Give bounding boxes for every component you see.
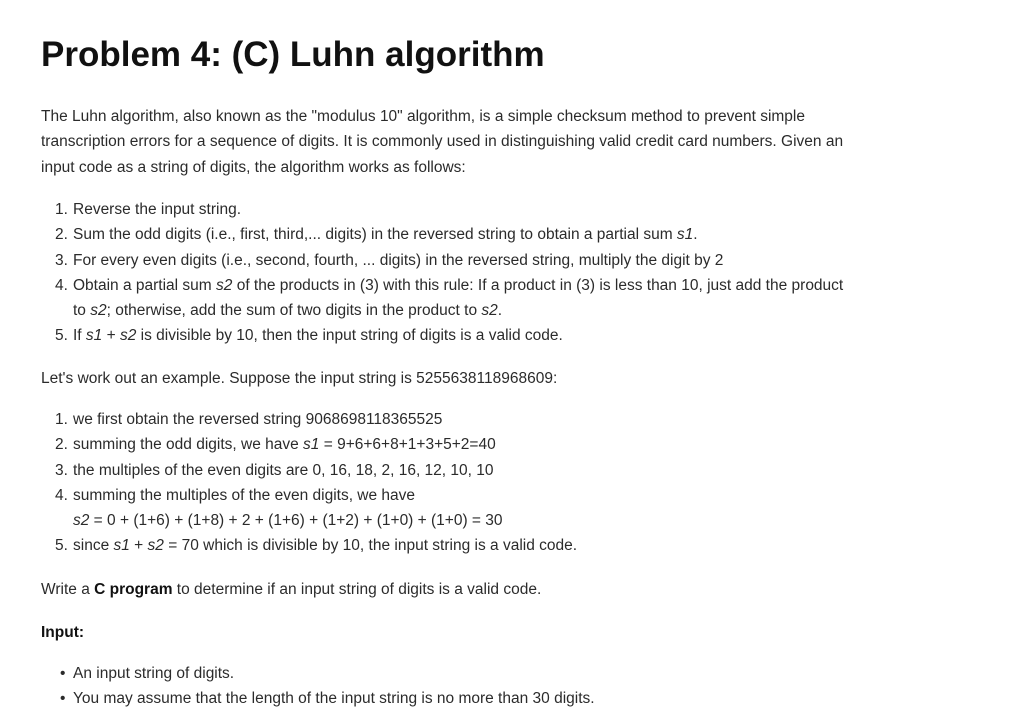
list-item — [41, 273, 921, 324]
example-steps-list — [41, 407, 921, 559]
variable: s2 — [147, 537, 164, 555]
step-text: to — [73, 302, 91, 320]
variable: s2 — [73, 512, 90, 530]
list-item — [41, 197, 921, 222]
variable: s2 — [216, 276, 233, 294]
list-item — [41, 483, 921, 534]
step-text: Obtain a partial sum — [73, 276, 217, 294]
bullet-text: An input string of digits. — [73, 665, 235, 682]
intro-line-3: input code as a string of digits, the algorithm works as follows: — [41, 158, 466, 176]
list-item — [41, 432, 921, 457]
step-text: = 9+6+6+8+1+3+5+2=40 — [319, 436, 496, 454]
input-bullets-list — [41, 661, 921, 712]
step-text: = 0 + (1+6) + (1+8) + 2 + (1+6) + (1+2) + (1+0) + (1+0) = 30 — [89, 512, 503, 530]
step-text: . — [497, 302, 503, 320]
step-text: If — [73, 327, 86, 345]
variable: s2 — [481, 302, 498, 320]
step-text: + — [102, 327, 120, 345]
intro-paragraph — [41, 104, 921, 180]
input-heading: Input: — [41, 624, 85, 641]
list-number: 4. — [55, 486, 68, 504]
list-item — [41, 661, 921, 686]
task-statement — [41, 577, 921, 602]
variable: s1 — [303, 436, 320, 454]
list-item — [41, 222, 921, 247]
step-text: For every even digits (i.e., second, fourth, ... digits) in the reversed string, multiply the digit by 2 — [73, 251, 724, 269]
variable: s1 — [113, 537, 130, 555]
list-item — [41, 248, 921, 273]
step-text: summing the odd digits, we have — [73, 436, 304, 454]
step-text: we first obtain the reversed string 9068698118365525 — [73, 411, 443, 428]
list-item — [41, 407, 921, 432]
step-text: ; otherwise, add the sum of two digits in the product to — [106, 302, 482, 320]
step-text: Reverse the input string. — [73, 201, 242, 218]
list-number: 2. — [55, 436, 68, 454]
list-item — [41, 533, 921, 558]
variable: s1 — [676, 226, 694, 244]
step-text: the multiples of the even digits are 0, 16, 18, 2, 16, 12, 10, 10 — [73, 461, 494, 479]
list-number: 5. — [55, 537, 68, 555]
step-text: is divisible by 10, then the input string of digits is a valid code. — [136, 327, 563, 345]
bullet-icon: • — [60, 690, 66, 708]
task-text: Write a — [41, 581, 95, 598]
list-number: 1. — [55, 411, 68, 428]
algorithm-steps-list — [41, 197, 921, 349]
step-text: of the products in (3) with this rule: If a product in (3) is less than 10, just add the product — [232, 276, 844, 294]
variable: s2 — [90, 302, 107, 320]
list-number: 3. — [55, 461, 68, 479]
step-text: . — [693, 226, 698, 244]
example-intro: Let's work out an example. Suppose the input string is 5255638118968609: — [41, 370, 558, 387]
step-text: summing the multiples of the even digits, we have — [73, 486, 416, 504]
intro-line-1: The Luhn algorithm, also known as the "modulus 10" algorithm, is a simple checksum method to prevent simple — [41, 108, 805, 125]
bullet-text: You may assume that the length of the input string is no more than 30 digits. — [73, 690, 595, 708]
list-number: 4. — [55, 276, 68, 294]
step-text: = 70 which is divisible by 10, the input string is a valid code. — [163, 537, 578, 555]
list-number: 1. — [55, 201, 68, 218]
list-item — [41, 458, 921, 483]
list-item — [41, 323, 921, 348]
task-emphasis: C program — [94, 581, 173, 598]
step-text: since — [73, 537, 114, 555]
list-number: 2. — [55, 226, 68, 244]
list-number: 3. — [55, 251, 68, 269]
task-text: to determine if an input string of digits is a valid code. — [172, 581, 542, 598]
step-text: Sum the odd digits (i.e., first, third,... digits) in the reversed string to obtain a partial sum — [73, 226, 677, 244]
variable: s1 — [85, 327, 103, 345]
list-item — [41, 686, 921, 711]
page-title: Problem 4: (C) Luhn algorithm — [41, 35, 545, 74]
variable: s2 — [119, 327, 137, 345]
bullet-icon: • — [60, 665, 66, 682]
list-number: 5. — [55, 327, 68, 345]
step-text: + — [129, 537, 148, 555]
intro-line-2: transcription errors for a sequence of digits. It is commonly used in distinguishing valid credit card numbers. Given an — [41, 133, 844, 151]
